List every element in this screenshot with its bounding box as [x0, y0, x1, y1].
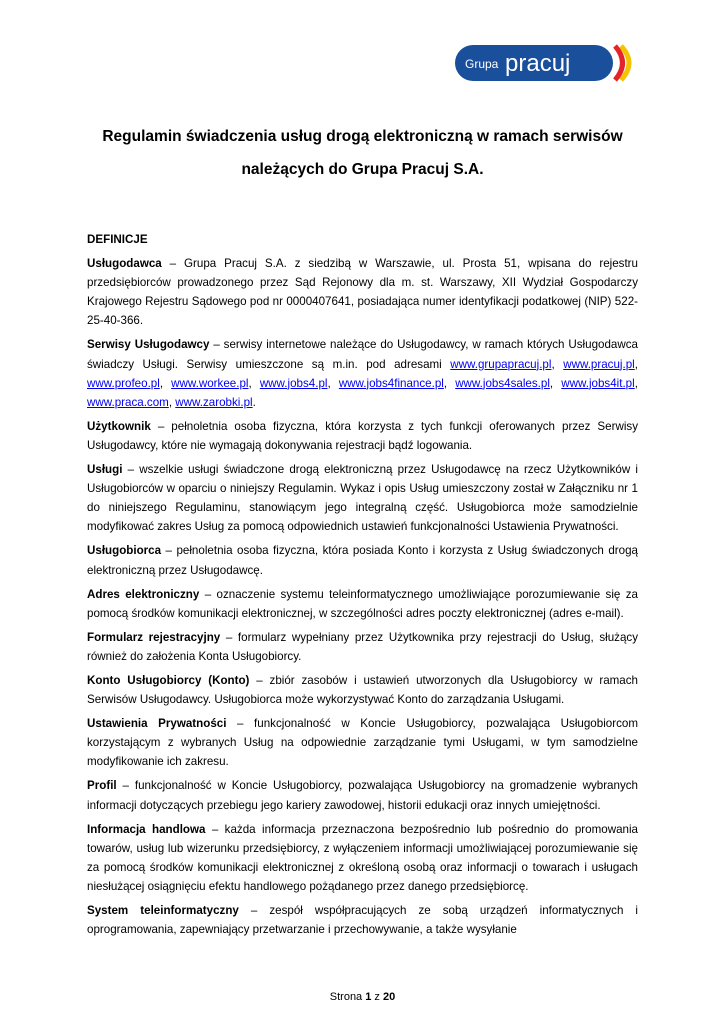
definition-uslugi — [87, 460, 638, 536]
definition-profil — [87, 776, 638, 814]
definition-text: – zespół współpracujących ze sobą urządzeń informatycznych i oprogramowania, zapewniający przetwarzanie i przechowywanie, a także wysyłanie — [87, 904, 638, 937]
title-line-2: należących do Grupa Pracuj S.A. — [241, 161, 484, 178]
term: Informacja handlowa — [87, 822, 206, 836]
term: Konto Usługobiorcy (Konto) — [87, 673, 250, 687]
definition-informacja — [87, 820, 638, 896]
footer-prefix: Strona — [329, 991, 366, 1003]
definition-text: – funkcjonalność w Koncie Usługobiorcy, pozwalająca Usługobiorcom korzystającym z wybranych Usług na odpowiednie zarządzanie tymi Usługami, w tym samodzielne modyfikowanie ich zakresu. — [87, 717, 638, 769]
definition-text: – oznaczenie systemu teleinformatycznego umożliwiające porozumiewanie się za pomocą środków komunikacji elektronicznej, w szczególności adres poczty elektronicznej (adres e-mail). — [87, 587, 638, 620]
logo-text-small: Grupa — [465, 57, 499, 71]
definition-system — [87, 901, 638, 939]
document-title — [60, 120, 665, 186]
definition-text: – funkcjonalność w Koncie Usługobiorcy, pozwalająca Usługobiorcy na gromadzenie wybranych informacji dotyczących przebiegu jego kariery zawodowej, historii edukacji oraz innych umiejętności. — [87, 779, 638, 812]
definition-uslugodawca — [87, 254, 638, 330]
term: Użytkownik — [87, 419, 151, 433]
definition-uslugobiorca — [87, 541, 638, 579]
link-praca[interactable]: www.praca.com — [87, 395, 169, 409]
total-pages: 20 — [382, 991, 396, 1003]
term: System teleinformatyczny — [87, 904, 239, 917]
link-jobs4it[interactable]: www.jobs4it.pl — [561, 376, 635, 390]
current-page: 1 — [365, 991, 372, 1003]
term: Profil — [87, 779, 117, 793]
definition-text: – zbiór zasobów i ustawień utworzonych dla Usługobiorcy w ramach Serwisów Usługodawcy. Usługobiorca może wykorzystywać Konto do zarządzania Usługami. — [87, 673, 638, 707]
definition-serwisy: Serwisy Usługodawcy – serwisy internetowe należące do Usługodawcy, w ramach których Usługodawca świadczy Usługi. Serwisy umieszczone są m.in. pod adresami www.grupapracuj.pl, www.pracuj.pl, www.profeo.pl, www.workee.pl, www.jobs4.pl, www.jobs4finance.pl, www.jobs4sales.pl, www.jobs4it.pl, www.praca.com, www.zarobki.pl. — [87, 338, 638, 409]
link-grupapracuj[interactable]: www.grupapracuj.pl — [450, 357, 552, 371]
section-heading: DEFINICJE — [87, 233, 148, 246]
logo-text-large: pracuj — [505, 50, 571, 77]
grupa-pracuj-logo — [455, 44, 637, 82]
definition-text: – pełnoletnia osoba fizyczna, która korzysta z tych funkcji oferowanych przez Serwisy Usługodawcy, które nie wymagają dokonywania rejestracji bądź logowania. — [87, 419, 638, 452]
footer-middle: z — [371, 991, 383, 1003]
page-footer — [0, 991, 725, 1003]
title-line-1: Regulamin świadczenia usług drogą elektroniczną w ramach serwisów — [102, 128, 623, 145]
definition-text: – wszelkie usługi świadczone drogą elektroniczną przez Usługodawcę na rzecz Użytkowników i Usługobiorców w oparciu o niniejszy Regulamin. Wykaz i opis Usług umieszczony został w Załączniku nr 1 do niniejszego Regulaminu, stanowiącym jego integralną część. Usługobiorca może samodzielnie modyfikować zakres Usług za pomocą odpowiednich ustawień funkcjonalności Ustawienia Prywatności. — [87, 463, 638, 534]
definition-text: – pełnoletnia osoba fizyczna, która posiada Konto i korzysta z Usług świadczonych drogą elektroniczną przez Usługodawcę. — [87, 544, 638, 577]
logo-arc-red — [615, 46, 623, 80]
definition-text: – każda informacja przeznaczona bezpośrednio lub pośrednio do promowania towarów, usług lub wizerunku przedsiębiorcy, z wyłączeniem informacji umożliwiającej porozumiewanie się za pomocą środków komunikacji elektronicznej z określoną osobą oraz informacji o towarach i usługach niesłużącej osiągnięciu efektu handlowego pożądanego przez danego przedsiębiorcę. — [87, 822, 638, 893]
definition-adres-elektroniczny — [87, 585, 638, 623]
link-jobs4sales[interactable]: www.jobs4sales.pl — [455, 376, 550, 390]
link-profeo[interactable]: www.profeo.pl — [87, 376, 160, 390]
link-workee[interactable]: www.workee.pl — [171, 376, 249, 390]
term: Usługobiorca — [87, 544, 162, 558]
definition-text: – serwisy internetowe należące do Usługodawcy, w ramach których Usługodawca świadczy Usługi. Serwisy umieszczone są m.in. pod adresami — [87, 338, 638, 371]
definition-uzytkownik — [87, 417, 638, 455]
definition-text: – formularz wypełniany przez Użytkownika przy rejestracji do Usług, służący również do założenia Konta Usługobiorcy. — [87, 630, 638, 663]
document-body — [87, 230, 638, 944]
link-jobs4[interactable]: www.jobs4.pl — [259, 376, 328, 390]
term: Serwisy Usługodawcy — [87, 338, 210, 352]
term: Ustawienia Prywatności — [87, 717, 227, 731]
definition-konto — [87, 671, 638, 709]
term: Formularz rejestracyjny — [87, 630, 221, 644]
link-zarobki[interactable]: www.zarobki.pl — [175, 395, 253, 409]
definition-formularz — [87, 628, 638, 666]
term: Usługodawca — [87, 257, 162, 271]
definition-ustawienia — [87, 714, 638, 771]
link-pracuj[interactable]: www.pracuj.pl — [563, 357, 635, 371]
definition-text: – Grupa Pracuj S.A. z siedzibą w Warszawie, ul. Prosta 51, wpisana do rejestru przedsiębiorców prowadzonego przez Sąd Rejonowy dla m. st. Warszawy, XII Wydział Gospodarczy Krajowego Rejestru Sądowego pod nr 0000407641, posiadająca numer identyfikacji podatkowej (NIP) 522-25-40-366. — [87, 257, 638, 328]
link-jobs4finance[interactable]: www.jobs4finance.pl — [338, 376, 444, 390]
term: Usługi — [87, 463, 123, 477]
term: Adres elektroniczny — [87, 587, 200, 601]
